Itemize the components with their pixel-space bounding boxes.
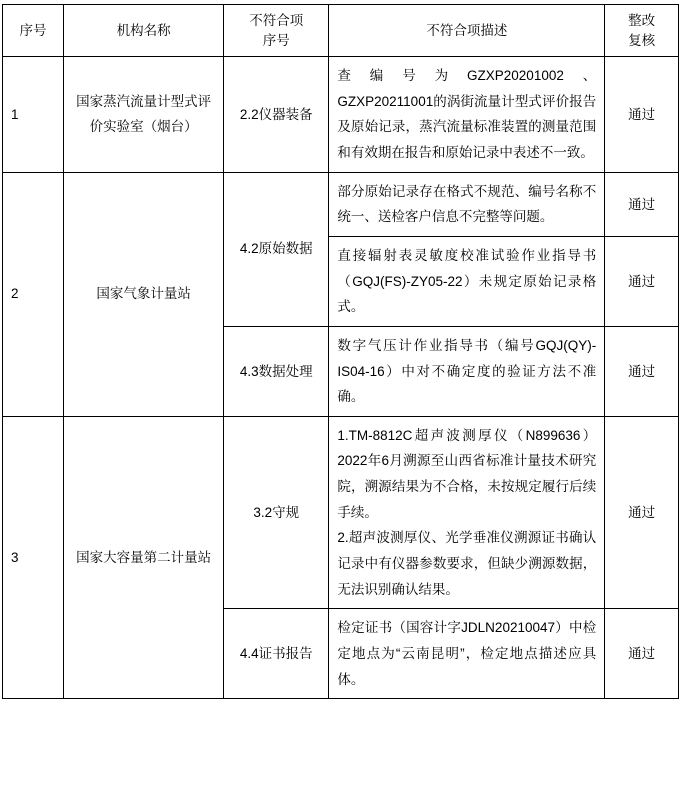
table-body (3, 57, 679, 699)
description-paragraph: 查编号为GZXP20201002、GZXP20211001的涡街流量计型式评价报告及原始记录，蒸汽流量标准装置的测量范围和有效期在报告和原始记录中表述不一致。 (337, 68, 597, 161)
cell-nonconformity-item: 3.2守规 (224, 416, 329, 608)
description-paragraph: 直接辐射表灵敏度校准试验作业指导书（GQJ(FS)-ZY05-22）未规定原始记录格式。 (337, 247, 597, 315)
cell-review-result: 通过 (605, 172, 679, 236)
nonconformity-table (2, 4, 679, 699)
header-item-line1: 不符合项 (249, 13, 304, 28)
cell-review-result: 通过 (605, 416, 679, 608)
cell-organization-name: 国家气象计量站 (64, 172, 224, 416)
description-paragraph: 2.超声波测厚仪、光学垂准仪溯源证书确认记录中有仪器参数要求，但缺少溯源数据，无法识别确认结果。 (337, 530, 597, 597)
description-paragraph: 部分原始记录存在格式不规范、编号名称不统一、送检客户信息不完整等问题。 (337, 183, 597, 225)
cell-nonconformity-description (329, 57, 605, 173)
cell-review-result: 通过 (605, 609, 679, 699)
cell-nonconformity-description (329, 416, 605, 608)
cell-review-result: 通过 (605, 326, 679, 416)
header-result-line2: 复核 (628, 32, 656, 48)
description-paragraph: 数字气压计作业指导书（编号GQJ(QY)-IS04-16）中对不确定度的验证方法不准确。 (337, 337, 597, 405)
cell-nonconformity-description (329, 172, 605, 236)
table-row (3, 57, 679, 173)
cell-sequence-number: 2 (3, 172, 64, 416)
cell-nonconformity-item: 4.2原始数据 (224, 172, 329, 326)
description-paragraph: 检定证书（国容计字JDLN20210047）中检定地点为“云南昆明”，检定地点描述应具体。 (337, 620, 597, 687)
cell-nonconformity-description (329, 236, 605, 326)
header-result (605, 5, 679, 57)
table-header-row (3, 5, 679, 57)
header-item (224, 5, 329, 57)
table-row (3, 416, 679, 608)
cell-nonconformity-description (329, 609, 605, 699)
cell-sequence-number: 1 (3, 57, 64, 173)
cell-nonconformity-item: 2.2仪器装备 (224, 57, 329, 173)
cell-organization-name: 国家大容量第二计量站 (64, 416, 224, 698)
header-item-line2: 序号 (262, 32, 290, 48)
cell-sequence-number: 3 (3, 416, 64, 698)
header-org: 机构名称 (64, 5, 224, 57)
header-seq: 序号 (3, 5, 64, 57)
cell-nonconformity-description (329, 326, 605, 416)
cell-organization-name: 国家蒸汽流量计型式评价实验室（烟台） (64, 57, 224, 173)
header-desc: 不符合项描述 (329, 5, 605, 57)
description-paragraph: 1.TM-8812C超声波测厚仪（N899636）2022年6月溯源至山西省标准计量技术研究院，溯源结果为不合格，未按规定履行后续手续。 (337, 427, 597, 520)
table-row (3, 172, 679, 236)
table-header (3, 5, 679, 57)
header-result-line1: 整改 (628, 13, 656, 28)
cell-nonconformity-item: 4.3数据处理 (224, 326, 329, 416)
cell-review-result: 通过 (605, 57, 679, 173)
cell-review-result: 通过 (605, 236, 679, 326)
cell-nonconformity-item: 4.4证书报告 (224, 609, 329, 699)
